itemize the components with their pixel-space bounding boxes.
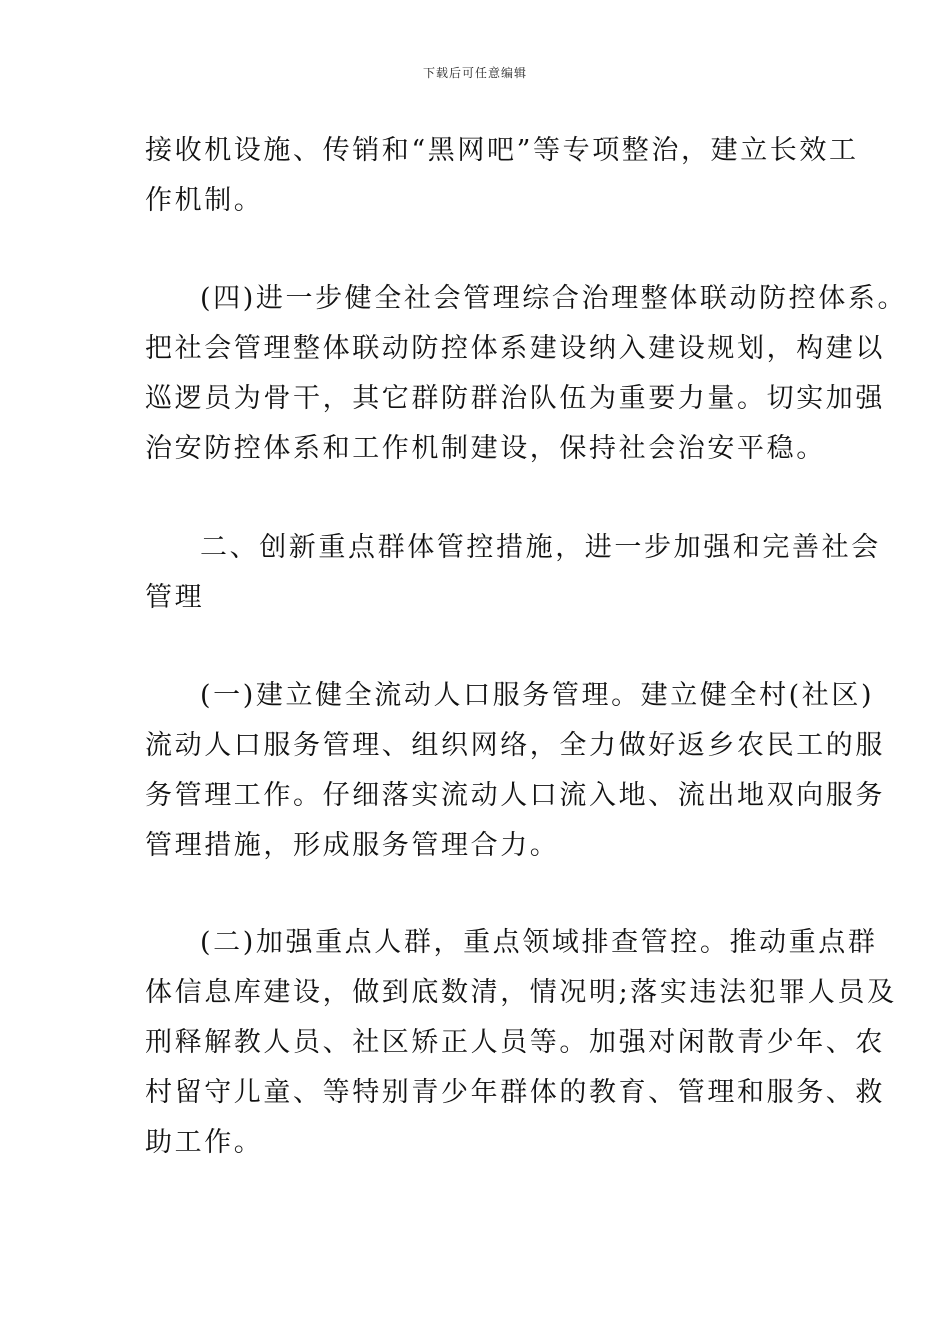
paragraph-line: (一)建立健全流动人口服务管理。建立健全村(社区) [200,680,875,711]
paragraph-2 [145,274,908,474]
paragraph-line: 二、创新重点群体管控措施，进一步加强和完善社会 [200,532,881,563]
section-heading [145,523,881,623]
paragraph-1 [145,126,859,226]
paragraph-line: 流动人口服务管理、组织网络，全力做好返乡农民工的服 [145,730,885,761]
paragraph-line: (二)加强重点人群，重点领域排查管控。推动重点群 [200,927,878,958]
paragraph-line: 作机制。 [145,185,264,216]
paragraph-line: 助工作。 [145,1127,264,1158]
paragraph-line: 体信息库建设，做到底数清，情况明;落实违法犯罪人员及 [145,977,897,1008]
paragraph-line: 把社会管理整体联动防控体系建设纳入建设规划，构建以 [145,333,885,364]
paragraph-line: 管理 [145,582,205,613]
paragraph-5 [145,918,897,1168]
paragraph-line: 务管理工作。仔细落实流动人口流入地、流出地双向服务 [145,780,885,811]
paragraph-line: 巡逻员为骨干，其它群防群治队伍为重要力量。切实加强 [145,383,885,414]
paragraph-line: (四)进一步健全社会管理综合治理整体联动防控体系。 [200,283,908,314]
paragraph-line: 接收机设施、传销和“黑网吧”等专项整治，建立长效工 [145,135,859,166]
paragraph-line: 村留守儿童、等特别青少年群体的教育、管理和服务、救 [145,1077,885,1108]
paragraph-line: 管理措施，形成服务管理合力。 [145,830,560,861]
header-note: 下载后可任意编辑 [422,66,527,80]
paragraph-line: 治安防控体系和工作机制建设，保持社会治安平稳。 [145,433,826,464]
paragraph-line: 刑释解教人员、社区矫正人员等。加强对闲散青少年、农 [145,1027,885,1058]
paragraph-4 [145,671,885,871]
